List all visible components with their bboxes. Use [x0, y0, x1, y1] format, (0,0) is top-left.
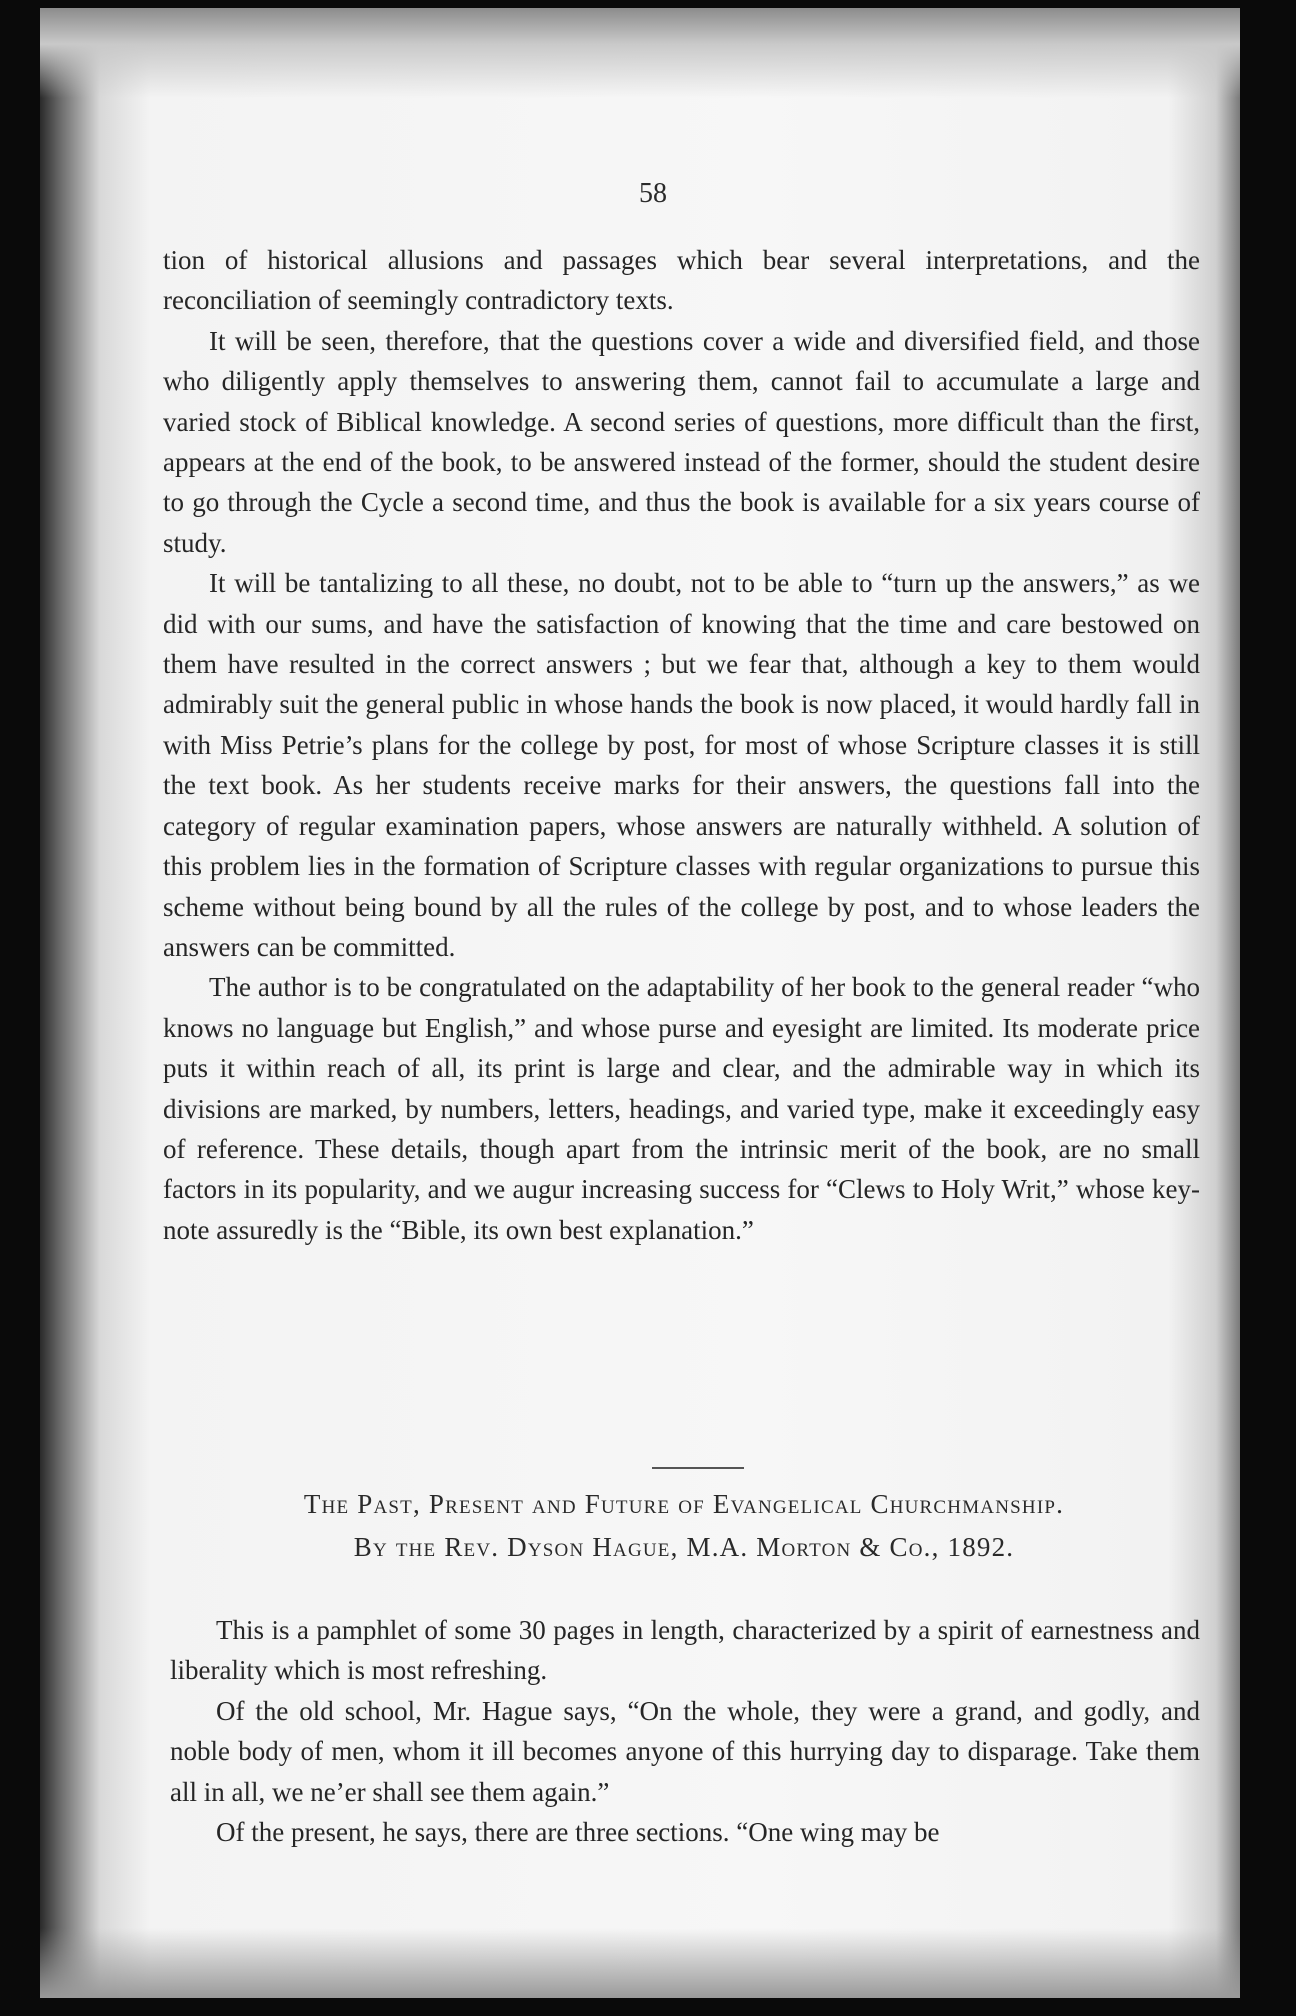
page-number: 58: [639, 178, 667, 209]
paragraph: It will be tantalizing to all these, no doubt, not to be able to “turn up the answers,” as we did with our sums, and have the satisfaction of knowing that the time and care bestowed on them have resulted in the correct answers ; but we fear that, although a key to them would admirably suit the general public in whose hands the book is now placed, it would hardly fall in with Miss Petrie’s plans for the college by post, for most of whose Scripture classes it is still the text book. As her students receive marks for their answers, the questions fall into the category of regular examination papers, whose answers are naturally withheld. A solution of this problem lies in the formation of Scripture classes with regular organizations to pursue this scheme without being bound by all the rules of the college by post, and to whose leaders the answers can be committed.: [163, 568, 1200, 962]
section-divider: [652, 1467, 744, 1469]
paragraph: Of the old school, Mr. Hague says, “On the whole, they were a grand, and godly, and noble body of men, whom it ill becomes anyone of this hurrying day to disparage. Take them all in all, we ne’er shall see them again.”: [170, 1695, 1200, 1807]
paragraph: It will be seen, therefore, that the questions cover a wide and diversified field, and those who diligently apply themselves to answering them, cannot fail to accumulate a large and varied stock of Biblical knowledge. A second series of questions, more difficult than the first, appears at the end of the book, to be answered instead of the former, should the student desire to go through the Cycle a second time, and thus the book is available for a six years course of study.: [163, 325, 1200, 558]
review-title: The Past, Present and Future of Evangelical Churchmanship.: [303, 1489, 1065, 1519]
paragraph: This is a pamphlet of some 30 pages in length, characterized by a spirit of earnestness and liberality which is most refreshing.: [170, 1615, 1200, 1686]
paragraph: The author is to be congratulated on the adaptability of her book to the general reader “who knows no language but English,” and whose purse and eyesight are limited. Its moderate price puts it within reach of all, its print is large and clear, and the admirable way in which its divisions are marked, by numbers, letters, headings, and varied type, make it exceedingly easy of reference. These details, though apart from the intrinsic merit of the book, are no small factors in its popularity, and we augur increasing success for “Clews to Holy Writ,” whose key-note assuredly is the “Bible, its own best explanation.”: [163, 972, 1200, 1245]
review-clews-continued: [163, 240, 1200, 1250]
paragraph: tion of historical allusions and passages which bear several interpretations, and the reconciliation of seemingly contradictory texts.: [163, 245, 1200, 316]
review-byline: By the Rev. Dyson Hague, M.A. Morton & Co., 1892.: [353, 1532, 1015, 1562]
review-hague: [170, 1610, 1200, 1852]
review-heading: [168, 1483, 1200, 1569]
paragraph: Of the present, he says, there are three sections. “One wing may be: [216, 1817, 940, 1848]
